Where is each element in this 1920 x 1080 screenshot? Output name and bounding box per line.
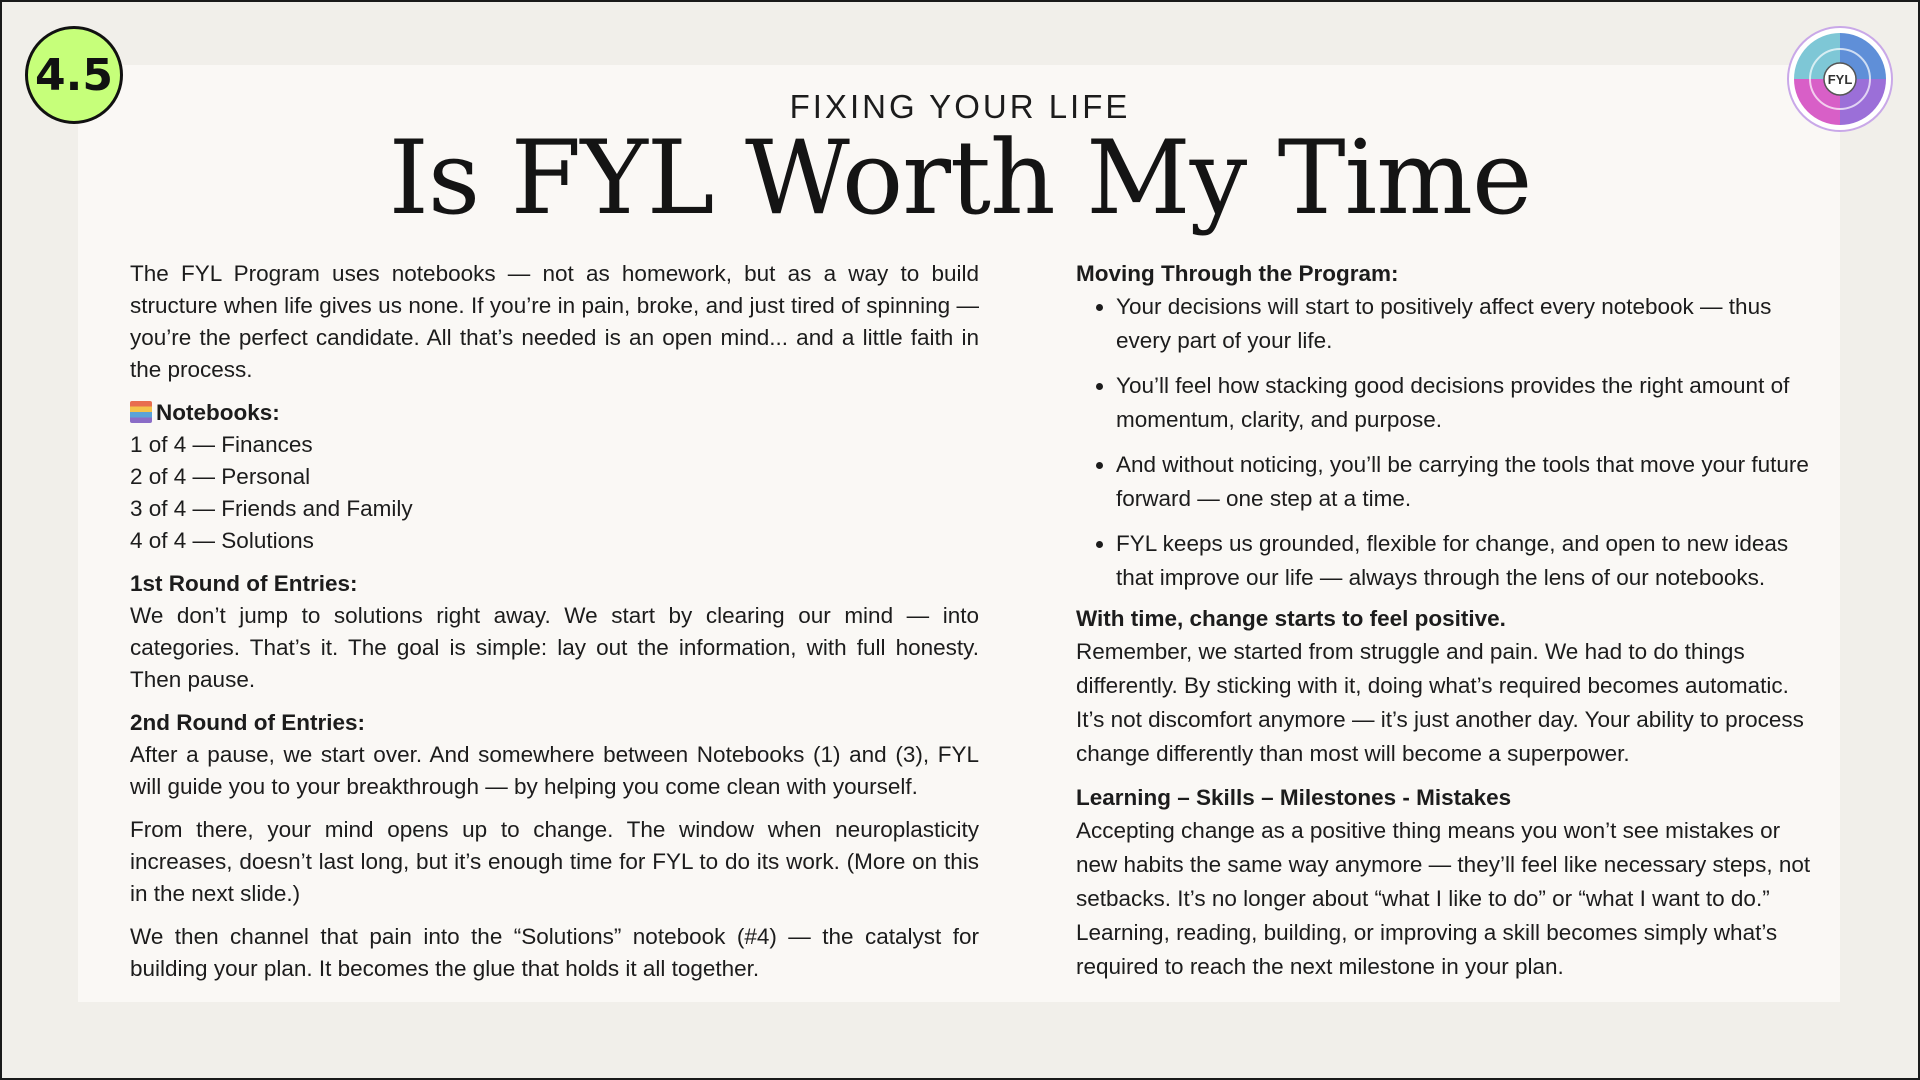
round2-heading: 2nd Round of Entries: — [130, 710, 365, 735]
right-column — [1076, 258, 1816, 995]
time-text: Remember, we started from struggle and pain. We had to do things differently. By sticking with it, doing what’s required becomes automatic. It’s not discomfort anymore — it’s just another day. Your ability to process change differently than most will become a superpower. — [1076, 639, 1804, 766]
slide-number-badge: 4.5 — [25, 26, 123, 124]
time-section — [1076, 603, 1816, 771]
notebooks-icon — [130, 401, 152, 423]
round1-text: We don’t jump to solutions right away. We start by clearing our mind — into categories. That’s it. The goal is simple: lay out the information, with full honesty. Then pause. — [130, 603, 979, 692]
intro-paragraph: The FYL Program uses notebooks — not as homework, but as a way to build structure when life gives us none. If you’re in pain, broke, and just tired of spinning — you’re the perfect candidate. All that’s needed is an open mind... and a little faith in the process. — [130, 261, 979, 382]
learning-section — [1076, 782, 1816, 984]
moving-heading: Moving Through the Program: — [1076, 261, 1399, 286]
list-item: • And without noticing, you’ll be carrying the tools that move your future forward — one step at a time. — [1116, 448, 1816, 516]
round1-section — [130, 568, 979, 696]
slide-title: Is FYL Worth My Time — [388, 119, 1532, 238]
notebook-item: 2 of 4 — Personal — [130, 464, 311, 489]
notebook-item: 4 of 4 — Solutions — [130, 528, 314, 553]
list-item: • Your decisions will start to positively affect every notebook — thus every part of your life. — [1116, 290, 1816, 358]
notebook-item: 1 of 4 — Finances — [130, 432, 313, 457]
learning-heading: Learning – Skills – Milestones - Mistakes — [1076, 785, 1512, 810]
moving-bullet-list — [1076, 290, 1816, 595]
time-heading: With time, change starts to feel positive. — [1076, 606, 1506, 631]
list-item: • You’ll feel how stacking good decisions provides the right amount of momentum, clarity, and purpose. — [1116, 369, 1816, 437]
change-paragraph: From there, your mind opens up to change. The window when neuroplasticity increases, doesn’t last long, but it’s enough time for FYL to do its work. (More on this in the next slide.) — [130, 817, 979, 906]
round2-section — [130, 707, 979, 803]
notebooks-section — [130, 397, 979, 557]
left-column — [130, 258, 979, 996]
round1-heading: 1st Round of Entries: — [130, 571, 358, 596]
notebook-item: 3 of 4 — Friends and Family — [130, 496, 413, 521]
notebooks-heading: Notebooks: — [130, 397, 979, 429]
slide-kicker: FIXING YOUR LIFE — [789, 88, 1131, 125]
list-item: • FYL keeps us grounded, flexible for change, and open to new ideas that improve our life — always through the lens of our notebooks. — [1116, 527, 1816, 595]
channel-paragraph: We then channel that pain into the “Solutions” notebook (#4) — the catalyst for building your plan. It becomes the glue that holds it all together. — [130, 924, 979, 981]
learning-text: Accepting change as a positive thing means you won’t see mistakes or new habits the same way anymore — they’ll feel like necessary steps, not setbacks. It’s no longer about “what I like to do” or “what I want to do.” Learning, reading, building, or improving a skill becomes simply what’s required to reach the next milestone in your plan. — [1076, 818, 1811, 979]
round2-text: After a pause, we start over. And somewhere between Notebooks (1) and (3), FYL will guide you to your breakthrough — by helping you come clean with yourself. — [130, 742, 979, 799]
svg-text:FYL: FYL — [1827, 72, 1853, 87]
